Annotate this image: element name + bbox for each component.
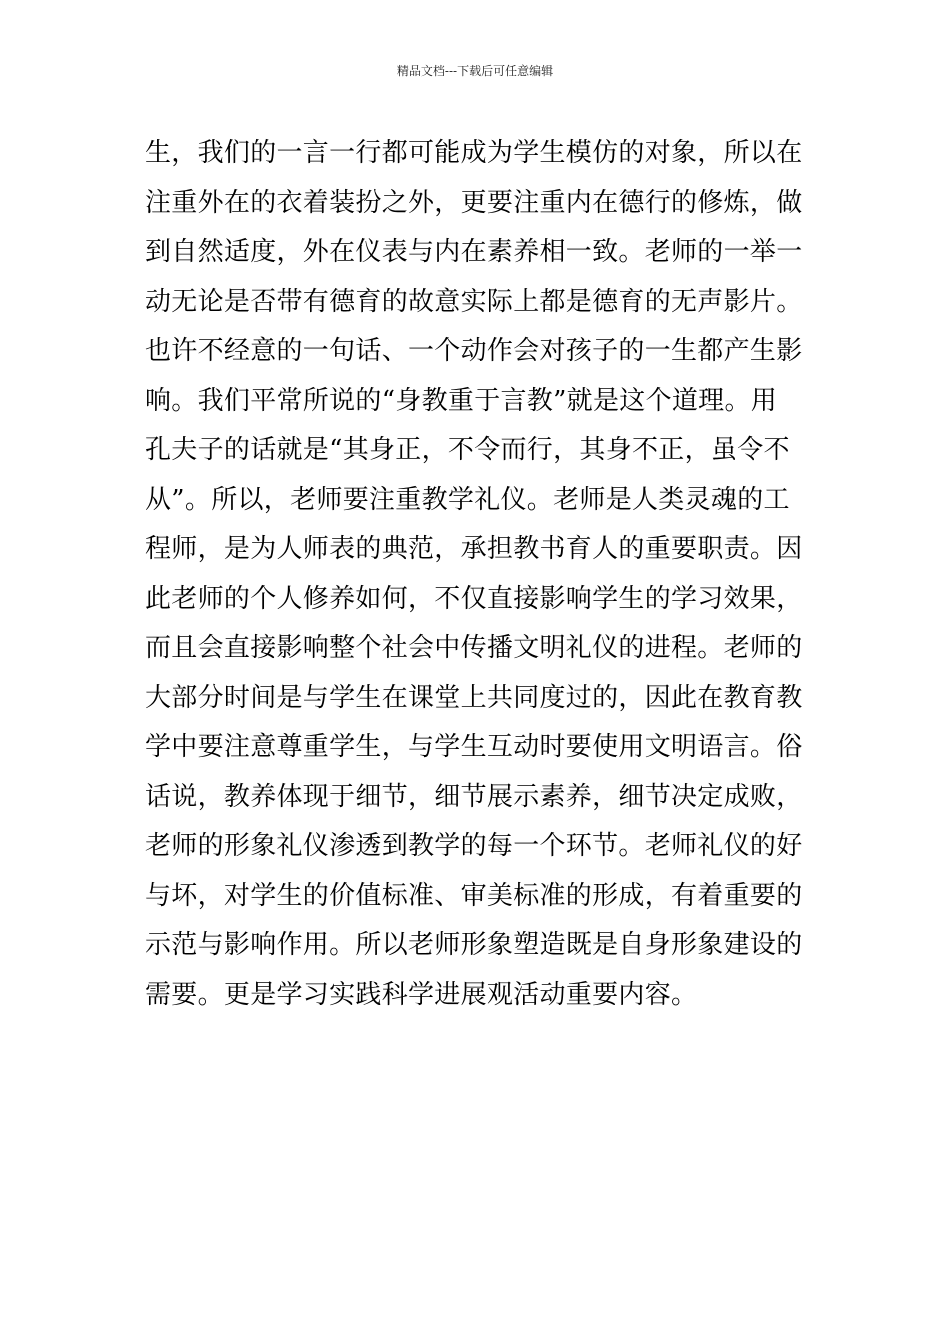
- text-line: 学中要注意尊重学生，与学生互动时要使用文明语言。俗: [145, 732, 803, 762]
- document-body: [145, 129, 815, 1020]
- text-line: 注重外在的衣着装扮之外，更要注重内在德行的修炼，做: [145, 187, 803, 218]
- page-header: 精品文档---下载后可任意编辑: [396, 64, 554, 78]
- text-line: 此老师的个人修养如何，不仅直接影响学生的学习效果，: [145, 583, 803, 614]
- text-line: 动无论是否带有德育的故意实际上都是德育的无声影片。: [145, 286, 803, 317]
- text-line: 也许不经意的一句话、一个动作会对孩子的一生都产生影: [145, 336, 803, 366]
- text-line: 到自然适度，外在仪表与内在素养相一致。老师的一举一: [145, 237, 803, 267]
- text-line: 而且会直接影响整个社会中传播文明礼仪的进程。老师的: [145, 633, 803, 663]
- text-line: 示范与影响作用。所以老师形象塑造既是自身形象建设的: [145, 930, 803, 960]
- text-line: 孔夫子的话就是“其身正，不令而行，其身不正，虽令不: [145, 435, 790, 465]
- text-line: 大部分时间是与学生在课堂上共同度过的，因此在教育教: [145, 682, 803, 713]
- text-line: 与坏，对学生的价值标准、审美标准的形成，有着重要的: [145, 880, 803, 911]
- text-line: 需要。更是学习实践科学进展观活动重要内容。: [145, 979, 698, 1010]
- text-line: 老师的形象礼仪渗透到教学的每一个环节。老师礼仪的好: [145, 831, 803, 861]
- text-line: 从”。所以，老师要注重教学礼仪。老师是人类灵魂的工: [145, 484, 790, 515]
- text-line: 响。我们平常所说的“身教重于言教”就是这个道理。用: [145, 385, 778, 416]
- text-line: 程师，是为人师表的典范，承担教书育人的重要职责。因: [145, 534, 803, 564]
- text-line: 生，我们的一言一行都可能成为学生模仿的对象，所以在: [145, 138, 803, 168]
- text-line: 话说，教养体现于细节，细节展示素养，细节决定成败，: [145, 781, 803, 812]
